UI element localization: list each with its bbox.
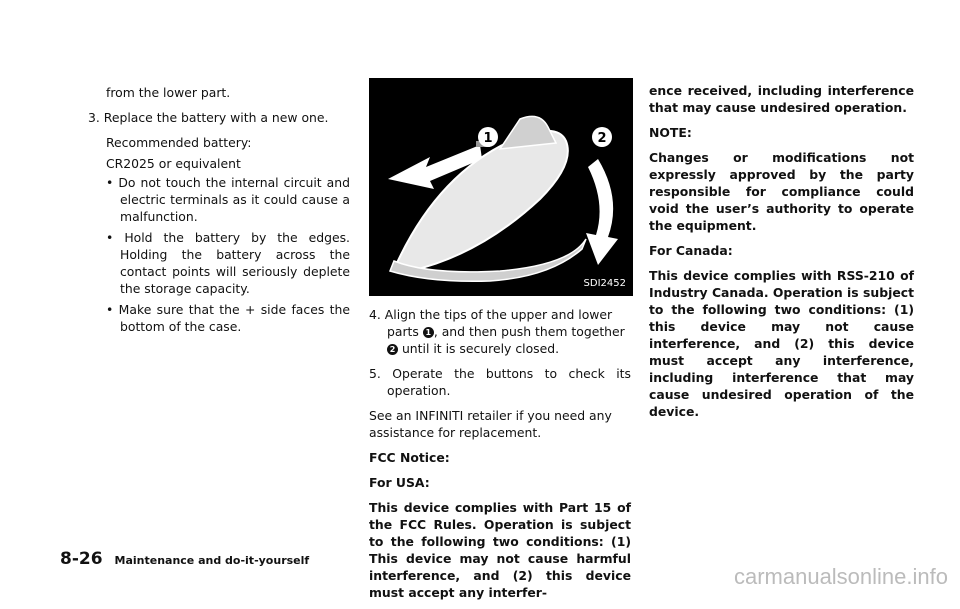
step-3-number: 3. bbox=[88, 110, 100, 125]
step-3-text: Replace the battery with a new one. bbox=[103, 110, 329, 125]
watermark: carmanualsonline.info bbox=[733, 564, 948, 589]
page-footer bbox=[60, 551, 309, 569]
bullet-3-text: Make sure that the + side faces the bottom of the case. bbox=[118, 302, 350, 334]
step-4 bbox=[369, 306, 631, 357]
key-fob-illustration bbox=[369, 78, 633, 296]
canada-text: This device complies with RSS-210 of Industry Canada. Operation is subject to the following two conditions: (1) this device may not cause interference, and (2) this device must accept any interference, including interference that may cause undesired operation of the device. bbox=[649, 268, 914, 419]
label-1: 1 bbox=[483, 131, 493, 146]
bullet-1-text: Do not touch the internal circuit and electric terminals as it could cause a malfunction. bbox=[118, 175, 350, 224]
label-2: 2 bbox=[597, 131, 607, 146]
recommended-battery-label: Recommended battery: bbox=[106, 135, 252, 150]
step-5-number: 5. bbox=[369, 366, 381, 381]
recommended-battery-value: CR2025 or equivalent bbox=[106, 156, 241, 171]
step-4-text-c: until it is securely closed. bbox=[401, 341, 560, 356]
bullet-2 bbox=[88, 229, 350, 297]
step-3 bbox=[88, 109, 350, 126]
key-fob-drawing bbox=[370, 79, 632, 295]
bullet-icon: • bbox=[106, 175, 114, 190]
usa-text: This device complies with Part 15 of the FCC Rules. Operation is subject to the following two conditions: (1) This device may not cause harmful interference, and (2) this device must accept any interfer- bbox=[369, 500, 631, 600]
fcc-notice-heading: FCC Notice: bbox=[369, 450, 450, 465]
right-column bbox=[649, 82, 914, 428]
middle-column bbox=[369, 78, 631, 609]
for-canada-heading: For Canada: bbox=[649, 243, 733, 258]
step-5-text: Operate the buttons to check its operation. bbox=[387, 366, 631, 398]
callout-2-icon: 2 bbox=[387, 344, 398, 355]
note-text: Changes or modifications not expressly approved by the party responsible for compliance could void the user’s authority to operate the equipment. bbox=[649, 150, 914, 233]
figure-code: SDI2452 bbox=[583, 278, 626, 289]
page-number: 8-26 bbox=[60, 549, 103, 569]
step-4-number: 4. bbox=[369, 307, 381, 322]
continued-usa-text: ence received, including interference that may cause undesired operation. bbox=[649, 83, 914, 115]
left-column bbox=[88, 84, 350, 339]
note-heading: NOTE: bbox=[649, 125, 692, 140]
key-fob-upper-part bbox=[396, 131, 568, 271]
continued-text: from the lower part. bbox=[106, 85, 231, 100]
section-title: Maintenance and do-it-yourself bbox=[114, 554, 310, 567]
step-4-text-a: Align the tips of the upper and lower parts bbox=[384, 307, 613, 339]
for-usa-heading: For USA: bbox=[369, 475, 430, 490]
bullet-1 bbox=[88, 174, 350, 225]
arrow-down-icon bbox=[586, 159, 618, 265]
bullet-2-text: Hold the battery by the edges. Holding the battery across the contact points will seriously deplete the storage capacity. bbox=[120, 230, 350, 296]
step-5 bbox=[369, 365, 631, 399]
bullet-icon: • bbox=[106, 302, 114, 317]
key-fob-top-tip bbox=[500, 116, 556, 149]
bullet-3 bbox=[88, 301, 350, 335]
step-4-text-b: , and then push them together bbox=[433, 324, 625, 339]
bullet-icon: • bbox=[106, 230, 114, 245]
callout-1-icon: 1 bbox=[423, 327, 434, 338]
retailer-text: See an INFINITI retailer if you need any assistance for replacement. bbox=[369, 408, 612, 440]
